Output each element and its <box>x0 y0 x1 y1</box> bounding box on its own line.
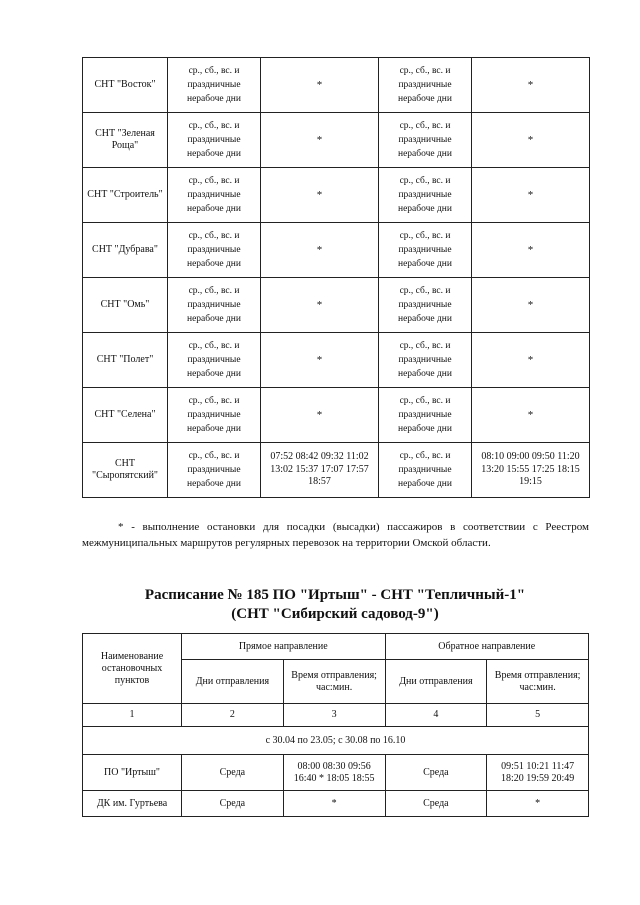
header-time-backward: Время отправления; час:мин. <box>487 660 589 704</box>
header-time-forward: Время отправления; час:мин. <box>283 660 385 704</box>
schedule-continuation-table <box>82 57 590 498</box>
days-backward: ср., сб., вс. и праздничные нерабоче дни <box>379 58 472 113</box>
days-forward: ср., сб., вс. и праздничные нерабоче дни <box>168 58 261 113</box>
days-backward: ср., сб., вс. и праздничные нерабоче дни <box>379 223 472 278</box>
days-backward: ср., сб., вс. и праздничные нерабоче дни <box>379 443 472 498</box>
days-forward: ср., сб., вс. и праздничные нерабоче дни <box>168 333 261 388</box>
days-backward: ср., сб., вс. и праздничные нерабоче дни <box>379 278 472 333</box>
table-row <box>83 223 590 278</box>
days-forward: ср., сб., вс. и праздничные нерабоче дни <box>168 223 261 278</box>
table-row <box>83 168 590 223</box>
time-forward: 07:52 08:42 09:32 11:02 13:02 15:37 17:07 17:57 18:57 <box>261 443 379 498</box>
table-row <box>83 755 589 791</box>
time-backward: * <box>472 223 590 278</box>
stop-name: СНТ "Омь" <box>83 278 168 333</box>
schedule-185-table <box>82 633 589 817</box>
days-forward: ср., сб., вс. и праздничные нерабоче дни <box>168 443 261 498</box>
time-backward: 09:51 10:21 11:47 18:20 19:59 20:49 <box>487 755 589 791</box>
table-row <box>83 333 590 388</box>
time-backward: * <box>472 168 590 223</box>
time-forward: * <box>261 168 379 223</box>
col-number: 4 <box>385 704 487 727</box>
stop-name: ДК им. Гуртьева <box>83 791 182 817</box>
table-row <box>83 791 589 817</box>
days-forward: Среда <box>182 791 284 817</box>
header-row-1 <box>83 634 589 660</box>
time-forward: * <box>261 333 379 388</box>
time-backward: 08:10 09:00 09:50 11:20 13:20 15:55 17:25 18:15 19:15 <box>472 443 590 498</box>
table-row <box>83 443 590 498</box>
table-row <box>83 113 590 168</box>
time-forward: * <box>261 388 379 443</box>
header-forward: Прямое направление <box>182 634 386 660</box>
time-backward: * <box>472 278 590 333</box>
schedule-subtitle: (СНТ "Сибирский садовод-9") <box>231 606 439 622</box>
stop-name: СНТ "Дубрава" <box>83 223 168 278</box>
header-days-backward: Дни отправления <box>385 660 487 704</box>
schedule-heading <box>60 586 610 624</box>
time-forward: * <box>261 278 379 333</box>
days-forward: ср., сб., вс. и праздничные нерабоче дни <box>168 388 261 443</box>
time-backward: * <box>472 58 590 113</box>
days-forward: ср., сб., вс. и праздничные нерабоче дни <box>168 113 261 168</box>
time-backward: * <box>472 333 590 388</box>
table-row <box>83 278 590 333</box>
stop-name: СНТ "Строитель" <box>83 168 168 223</box>
days-forward: ср., сб., вс. и праздничные нерабоче дни <box>168 168 261 223</box>
header-days-forward: Дни отправления <box>182 660 284 704</box>
col-number: 2 <box>182 704 284 727</box>
stop-name: СНТ "Полет" <box>83 333 168 388</box>
header-backward: Обратное направление <box>385 634 589 660</box>
stop-name: СНТ "Зеленая Роща" <box>83 113 168 168</box>
schedule-title: Расписание № 185 ПО "Иртыш" - СНТ "Тепличный-1" <box>144 587 526 603</box>
time-forward: 08:00 08:30 09:56 16:40 * 18:05 18:55 <box>283 755 385 791</box>
stop-name: СНТ "Восток" <box>83 58 168 113</box>
days-backward: ср., сб., вс. и праздничные нерабоче дни <box>379 333 472 388</box>
time-forward: * <box>261 223 379 278</box>
table-row <box>83 58 590 113</box>
time-forward: * <box>261 58 379 113</box>
days-backward: Среда <box>385 755 487 791</box>
col-number: 3 <box>283 704 385 727</box>
period-label: с 30.04 по 23.05; с 30.08 по 16.10 <box>83 727 589 755</box>
days-backward: ср., сб., вс. и праздничные нерабоче дни <box>379 168 472 223</box>
days-backward: ср., сб., вс. и праздничные нерабоче дни <box>379 113 472 168</box>
period-row <box>83 727 589 755</box>
header-stop-name: Наименование остановочных пунктов <box>83 634 182 704</box>
stop-name: СНТ "Сыропятский" <box>83 443 168 498</box>
time-backward: * <box>487 791 589 817</box>
stop-name: СНТ "Селена" <box>83 388 168 443</box>
time-forward: * <box>283 791 385 817</box>
col-number: 1 <box>83 704 182 727</box>
time-backward: * <box>472 388 590 443</box>
stop-name: ПО "Иртыш" <box>83 755 182 791</box>
column-numbers-row <box>83 704 589 727</box>
time-backward: * <box>472 113 590 168</box>
time-forward: * <box>261 113 379 168</box>
days-backward: ср., сб., вс. и праздничные нерабоче дни <box>379 388 472 443</box>
table-row <box>83 388 590 443</box>
col-number: 5 <box>487 704 589 727</box>
days-backward: Среда <box>385 791 487 817</box>
days-forward: Среда <box>182 755 284 791</box>
days-forward: ср., сб., вс. и праздничные нерабоче дни <box>168 278 261 333</box>
footnote: * - выполнение остановки для посадки (высадки) пассажиров в соответствии с Реестром межмуниципальных маршрутов регулярных перевозок на территории Омской области. <box>82 521 589 549</box>
